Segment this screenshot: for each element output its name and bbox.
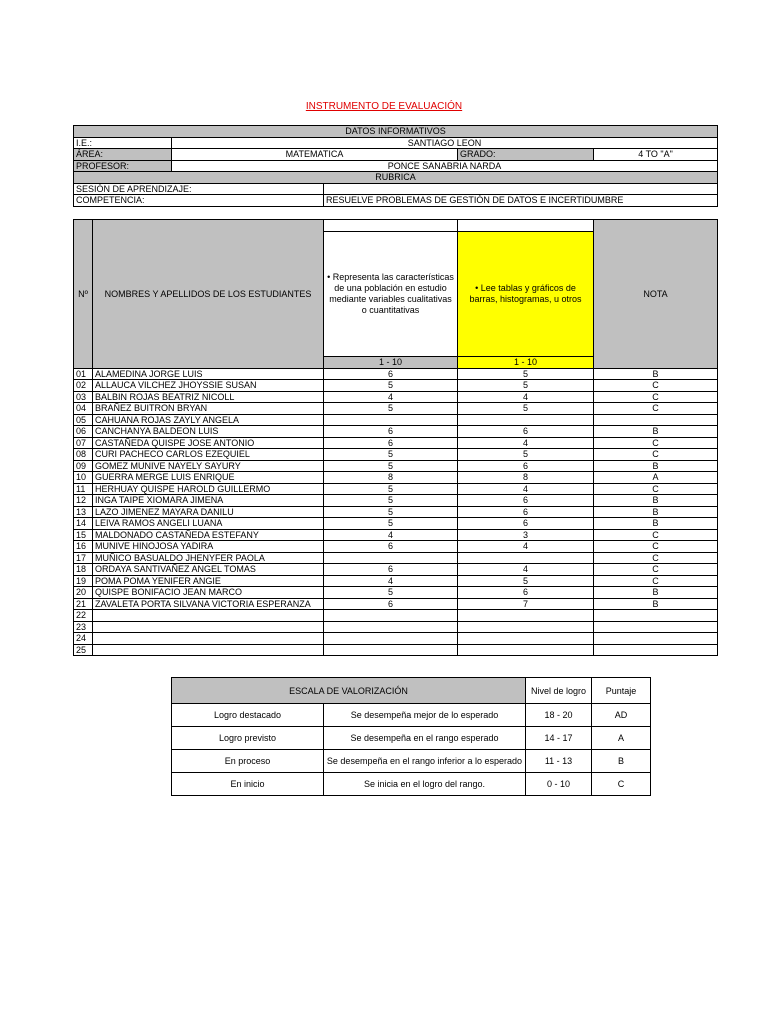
scale-grade: AD — [592, 704, 651, 727]
nivel-header: Nivel de logro — [526, 678, 592, 704]
student-number: 10 — [74, 472, 93, 484]
criterion-2-score: 4 — [458, 541, 594, 553]
student-name: GUERRA MERGE LUIS ENRIQUE — [93, 472, 324, 484]
criterion-1-score: 5 — [324, 449, 458, 461]
info-header-row — [74, 126, 718, 138]
student-number: 22 — [74, 610, 93, 622]
student-name: BRAÑEZ BUITRON BRYAN — [93, 403, 324, 415]
scale-grade: B — [592, 750, 651, 773]
criterion-1-top — [324, 220, 458, 232]
criterion-1-score: 5 — [324, 483, 458, 495]
scale-level-label: En inicio — [172, 773, 324, 796]
rubrica-row — [74, 172, 718, 184]
student-name: CANCHANYA BALDEON LUIS — [93, 426, 324, 438]
student-number: 20 — [74, 587, 93, 599]
area-label: ÁREA: — [74, 149, 172, 161]
range-1: 1 - 10 — [324, 357, 458, 369]
scale-description: Se inicia en el logro del rango. — [324, 773, 526, 796]
scale-description: Se desempeña mejor de lo esperado — [324, 704, 526, 727]
area-row — [74, 149, 718, 161]
student-name: LEIVA RAMOS ANGELI LUANA — [93, 518, 324, 530]
student-nota: B — [594, 587, 718, 599]
ie-row — [74, 137, 718, 149]
ie-value: SANTIAGO LEON — [172, 137, 718, 149]
student-number: 12 — [74, 495, 93, 507]
document-title: INSTRUMENTO DE EVALUACIÓN — [305, 101, 463, 112]
student-nota — [594, 414, 718, 426]
student-nota: B — [594, 368, 718, 380]
criterion-1-score: 5 — [324, 506, 458, 518]
scale-table — [171, 677, 651, 796]
scale-grade: C — [592, 773, 651, 796]
criterion-2-score: 3 — [458, 529, 594, 541]
criterion-1-score — [324, 633, 458, 645]
grado-label: GRADO: — [458, 149, 594, 161]
student-name: BALBIN ROJAS BEATRIZ NICOLL — [93, 391, 324, 403]
student-name: MUNIVE HINOJOSA YADIRA — [93, 541, 324, 553]
criterion-1-score: 5 — [324, 587, 458, 599]
student-row — [74, 644, 718, 656]
student-row — [74, 472, 718, 484]
scale-row — [172, 750, 651, 773]
student-number: 17 — [74, 552, 93, 564]
student-number: 15 — [74, 529, 93, 541]
student-nota: C — [594, 391, 718, 403]
student-nota: C — [594, 380, 718, 392]
criterion-2-score: 7 — [458, 598, 594, 610]
scale-description: Se desempeña en el rango inferior a lo esperado — [324, 750, 526, 773]
criterion-2-score: 8 — [458, 472, 594, 484]
student-row — [74, 518, 718, 530]
scale-range: 11 - 13 — [526, 750, 592, 773]
student-nota — [594, 621, 718, 633]
student-nota: C — [594, 529, 718, 541]
student-row — [74, 506, 718, 518]
criterion-2-score: 6 — [458, 506, 594, 518]
criterion-2-score: 5 — [458, 380, 594, 392]
student-number: 24 — [74, 633, 93, 645]
sesion-label: SESIÓN DE APRENDIZAJE: — [74, 183, 324, 195]
student-row — [74, 483, 718, 495]
criterion-1-score: 4 — [324, 529, 458, 541]
scale-range: 0 - 10 — [526, 773, 592, 796]
student-number: 14 — [74, 518, 93, 530]
scale-level-label: En proceso — [172, 750, 324, 773]
criterion-2-score — [458, 414, 594, 426]
range-2: 1 - 10 — [458, 357, 594, 369]
criterion-2-score: 4 — [458, 437, 594, 449]
criterion-2-score — [458, 552, 594, 564]
info-header: DATOS INFORMATIVOS — [74, 126, 718, 138]
grado-value: 4 TO "A" — [594, 149, 718, 161]
student-row — [74, 460, 718, 472]
student-number: 09 — [74, 460, 93, 472]
student-number: 01 — [74, 368, 93, 380]
student-name: GOMEZ MUNIVE NAYELY SAYURY — [93, 460, 324, 472]
col-num-header: Nº — [74, 220, 93, 369]
criterion-1-score: 4 — [324, 575, 458, 587]
student-name: LAZO JIMENEZ MAYARA DANILU — [93, 506, 324, 518]
profesor-row — [74, 160, 718, 172]
scale-rows — [172, 704, 651, 796]
student-number: 03 — [74, 391, 93, 403]
student-nota: C — [594, 541, 718, 553]
student-name: POMA POMA YENIFER ANGIE — [93, 575, 324, 587]
criterion-2-score: 6 — [458, 495, 594, 507]
criterion-2-top — [458, 220, 594, 232]
puntaje-header: Puntaje — [592, 678, 651, 704]
profesor-value: PONCE SANABRIA NARDA — [172, 160, 718, 172]
student-nota: C — [594, 449, 718, 461]
student-row — [74, 414, 718, 426]
student-number: 13 — [74, 506, 93, 518]
student-name: ORDAYA SANTIVAÑEZ ANGEL TOMAS — [93, 564, 324, 576]
criterion-1-score: 5 — [324, 380, 458, 392]
scale-header: ESCALA DE VALORIZACIÓN — [172, 678, 526, 704]
student-name: ALLAUCA VILCHEZ JHOYSSIE SUSAN — [93, 380, 324, 392]
student-nota: C — [594, 483, 718, 495]
student-name: MALDONADO CASTAÑEDA ESTEFANY — [93, 529, 324, 541]
col-name-header: NOMBRES Y APELLIDOS DE LOS ESTUDIANTES — [93, 220, 324, 369]
criterion-1-score: 5 — [324, 403, 458, 415]
student-name: CASTAÑEDA QUISPE JOSE ANTONIO — [93, 437, 324, 449]
criterion-1-score: 6 — [324, 564, 458, 576]
scale-row — [172, 773, 651, 796]
student-name — [93, 633, 324, 645]
criterion-1-score: 5 — [324, 518, 458, 530]
criterion-2-score: 5 — [458, 575, 594, 587]
student-row — [74, 587, 718, 599]
criterion-2-score — [458, 621, 594, 633]
student-row — [74, 598, 718, 610]
student-nota: C — [594, 552, 718, 564]
student-row — [74, 529, 718, 541]
criterion-1-score: 4 — [324, 391, 458, 403]
criterion-1-score: 6 — [324, 437, 458, 449]
criterion-2-score: 6 — [458, 426, 594, 438]
students-table — [73, 219, 718, 656]
area-value: MATEMATICA — [172, 149, 458, 161]
sesion-value — [324, 183, 718, 195]
student-nota: B — [594, 495, 718, 507]
student-number: 16 — [74, 541, 93, 553]
student-row — [74, 564, 718, 576]
student-name — [93, 610, 324, 622]
student-name: CAHUANA ROJAS ZAYLY ANGELA — [93, 414, 324, 426]
student-number: 18 — [74, 564, 93, 576]
student-name: QUISPE BONIFACIO JEAN MARCO — [93, 587, 324, 599]
student-number: 21 — [74, 598, 93, 610]
criterion-2-score: 4 — [458, 483, 594, 495]
criterion-1: • Representa las características de una población en estudio mediante variables cualitativas o cuantitativas — [324, 232, 458, 357]
student-nota: C — [594, 564, 718, 576]
competencia-label: COMPETENCIA: — [74, 195, 324, 207]
student-nota — [594, 633, 718, 645]
student-name: CURI PACHECO CARLOS EZEQUIEL — [93, 449, 324, 461]
student-row — [74, 391, 718, 403]
student-nota: B — [594, 426, 718, 438]
criterion-2-score — [458, 644, 594, 656]
student-row — [74, 380, 718, 392]
sesion-row — [74, 183, 718, 195]
student-name — [93, 644, 324, 656]
criterion-1-score: 8 — [324, 472, 458, 484]
student-nota — [594, 644, 718, 656]
student-rows — [74, 368, 718, 656]
criterion-1-score: 6 — [324, 598, 458, 610]
criterion-1-score — [324, 621, 458, 633]
student-nota: B — [594, 598, 718, 610]
student-nota: C — [594, 575, 718, 587]
scale-range: 14 - 17 — [526, 727, 592, 750]
student-row — [74, 633, 718, 645]
criterion-1-score: 6 — [324, 426, 458, 438]
student-name: MUÑICO BASUALDO JHENYFER PAOLA — [93, 552, 324, 564]
student-nota — [594, 610, 718, 622]
scale-level-label: Logro previsto — [172, 727, 324, 750]
criterion-2-score: 5 — [458, 449, 594, 461]
student-name — [93, 621, 324, 633]
criterion-1-score: 5 — [324, 460, 458, 472]
criterion-2-score — [458, 610, 594, 622]
student-nota: A — [594, 472, 718, 484]
student-row — [74, 610, 718, 622]
criterion-2-score: 6 — [458, 460, 594, 472]
student-nota: B — [594, 518, 718, 530]
criterion-2-score: 4 — [458, 391, 594, 403]
ie-label: I.E.: — [74, 137, 172, 149]
student-number: 25 — [74, 644, 93, 656]
criterion-1-score: 5 — [324, 495, 458, 507]
criterion-1-score: 6 — [324, 368, 458, 380]
scale-level-label: Logro destacado — [172, 704, 324, 727]
student-row — [74, 437, 718, 449]
student-name: INGA TAIPE XIOMARA JIMENA — [93, 495, 324, 507]
student-nota: C — [594, 437, 718, 449]
scale-grade: A — [592, 727, 651, 750]
student-number: 08 — [74, 449, 93, 461]
student-name: ALAMEDINA JORGE LUIS — [93, 368, 324, 380]
profesor-label: PROFESOR: — [74, 160, 172, 172]
student-nota: B — [594, 460, 718, 472]
student-number: 04 — [74, 403, 93, 415]
student-number: 02 — [74, 380, 93, 392]
student-row — [74, 541, 718, 553]
scale-description: Se desempeña en el rango esperado — [324, 727, 526, 750]
criterion-1-score — [324, 552, 458, 564]
criteria-top-row — [74, 220, 718, 232]
student-row — [74, 426, 718, 438]
criterion-2-score: 4 — [458, 564, 594, 576]
competencia-row — [74, 195, 718, 207]
student-name: HERHUAY QUISPE HAROLD GUILLERMO — [93, 483, 324, 495]
scale-header-row — [172, 678, 651, 704]
student-row — [74, 575, 718, 587]
student-row — [74, 495, 718, 507]
student-number: 05 — [74, 414, 93, 426]
student-row — [74, 449, 718, 461]
criterion-2-score: 5 — [458, 403, 594, 415]
criterion-2-score: 6 — [458, 518, 594, 530]
student-nota: C — [594, 403, 718, 415]
scale-range: 18 - 20 — [526, 704, 592, 727]
student-number: 19 — [74, 575, 93, 587]
competencia-value: RESUELVE PROBLEMAS DE GESTIÓN DE DATOS E INCERTIDUMBRE — [324, 195, 718, 207]
scale-row — [172, 704, 651, 727]
criterion-1-score: 6 — [324, 541, 458, 553]
criterion-1-score — [324, 644, 458, 656]
criterion-1-score — [324, 414, 458, 426]
student-row — [74, 403, 718, 415]
student-number: 23 — [74, 621, 93, 633]
student-row — [74, 621, 718, 633]
student-number: 11 — [74, 483, 93, 495]
criterion-1-score — [324, 610, 458, 622]
col-nota-header: NOTA — [594, 220, 718, 369]
student-row — [74, 552, 718, 564]
criterion-2-score — [458, 633, 594, 645]
student-nota: B — [594, 506, 718, 518]
info-table — [73, 125, 718, 207]
rubrica-header: RUBRICA — [74, 172, 718, 184]
criterion-2-score: 6 — [458, 587, 594, 599]
student-name: ZAVALETA PORTA SILVANA VICTORIA ESPERANZA — [93, 598, 324, 610]
criterion-2: • Lee tablas y gráficos de barras, histogramas, u otros — [458, 232, 594, 357]
student-row — [74, 368, 718, 380]
student-number: 07 — [74, 437, 93, 449]
criterion-2-score: 5 — [458, 368, 594, 380]
student-number: 06 — [74, 426, 93, 438]
scale-row — [172, 727, 651, 750]
